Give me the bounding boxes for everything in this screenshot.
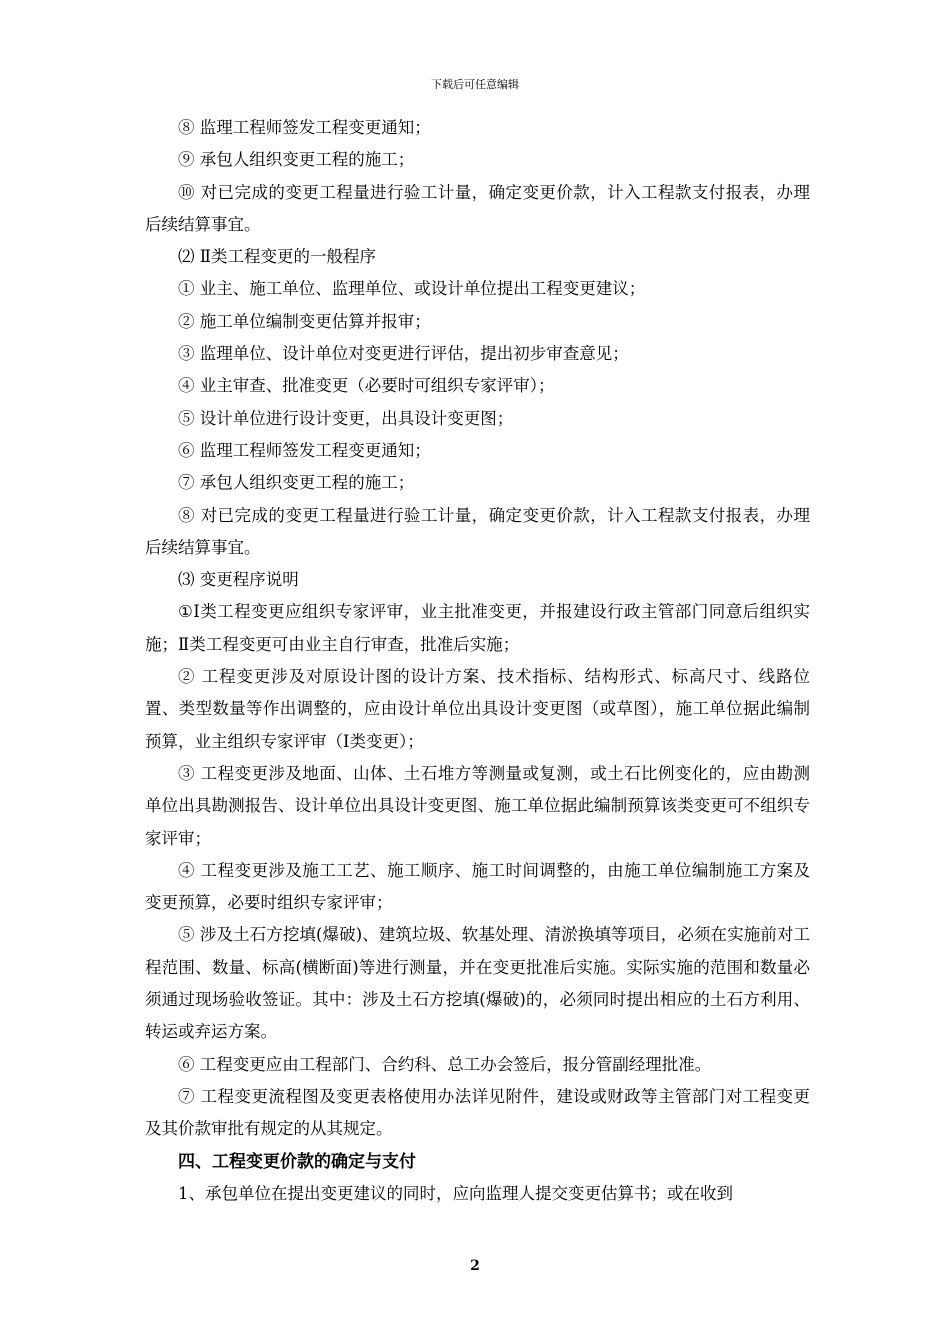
paragraph-step-4: ④ 业主审查、批准变更（必要时可组织专家评审）； — [178, 376, 555, 396]
paragraph-item-8-notice: ⑧ 监理工程师签发工程变更通知； — [178, 118, 431, 137]
page-number: 2 — [470, 1258, 480, 1274]
section-heading: 四、工程变更价款的确定与支付 — [178, 1151, 416, 1172]
paragraph-last: 1、承包单位在提出变更建议的同时，应向监理人提交变更估算书；或在收到 — [178, 1183, 733, 1203]
paragraph-note-6: ⑥ 工程变更应由工程部门、合约科、总工办会签后，报分管副经理批准。 — [178, 1054, 712, 1074]
paragraph-step-1: ① 业主、施工单位、监理单位、或设计单位提出工程变更建议； — [178, 279, 646, 299]
paragraph-step-8: ⑧ 对已完成的变更工程量进行验工计量，确定变更价款，计入工程款支付报表，办理后续结算事宜。 — [145, 505, 810, 557]
paragraph-step-5: ⑤ 设计单位进行设计变更，出具设计变更图； — [178, 408, 514, 428]
paragraph-note-2: ② 工程变更涉及对原设计图的设计方案、技术指标、结构形式、标高尺寸、线路位置、类型数量等作出调整的，应由设计单位出具设计变更图（或草图），施工单位据此编制预算，业主组织专家评审（Ⅰ类变更）； — [145, 667, 810, 751]
paragraph-note-5: ⑤ 涉及土石方挖填(爆破)、建筑垃圾、软基处理、清淤换填等项目，必须在实施前对工程范围、数量、标高(横断面)等进行测量，并在变更批准后实施。实际实施的范围和数量必须通过现场验收签证。其中：涉及土石方挖填(爆破)的，必须同时提出相应的土石方利用、转运或弃运方案。 — [145, 925, 810, 1042]
paragraph-note-7: ⑦ 工程变更流程图及变更表格使用办法详见附件，建设或财政等主管部门对工程变更及其价款审批有规定的从其规定。 — [145, 1086, 810, 1139]
paragraph-note-4: ④ 工程变更涉及施工工艺、施工顺序、施工时间调整的，由施工单位编制施工方案及变更预算，必要时组织专家评审； — [145, 860, 810, 913]
paragraph-item-10-settlement: ⑩ 对已完成的变更工程量进行验工计量，确定变更价款，计入工程款支付报表，办理后续结算事宜。 — [145, 182, 810, 234]
subsection-title-class-2-procedure: ⑵ Ⅱ类工程变更的一般程序 — [178, 247, 376, 267]
paragraph-step-7: ⑦ 承包人组织变更工程的施工； — [178, 473, 415, 493]
document-body — [145, 112, 810, 1210]
paragraph-item-9-construction: ⑨ 承包人组织变更工程的施工； — [178, 150, 415, 170]
paragraph-step-2: ② 施工单位编制变更估算并报审； — [178, 311, 431, 331]
page-header: 下载后可任意编辑 — [431, 78, 519, 91]
paragraph-step-3: ③ 监理单位、设计单位对变更进行评估，提出初步审查意见； — [178, 344, 629, 364]
subsection-title-procedure-notes: ⑶ 变更程序说明 — [178, 570, 299, 590]
paragraph-note-1: ①Ⅰ类工程变更应组织专家评审，业主批准变更，并报建设行政主管部门同意后组织实施；Ⅱ类工程变更可由业主自行审查，批准后实施； — [145, 602, 810, 654]
paragraph-note-3: ③ 工程变更涉及地面、山体、土石堆方等测量或复测，或土石比例变化的，应由勘测单位出具勘测报告、设计单位出具设计变更图、施工单位据此编制预算该类变更可不组织专家评审； — [145, 763, 810, 848]
paragraph-step-6: ⑥ 监理工程师签发工程变更通知； — [178, 440, 431, 460]
